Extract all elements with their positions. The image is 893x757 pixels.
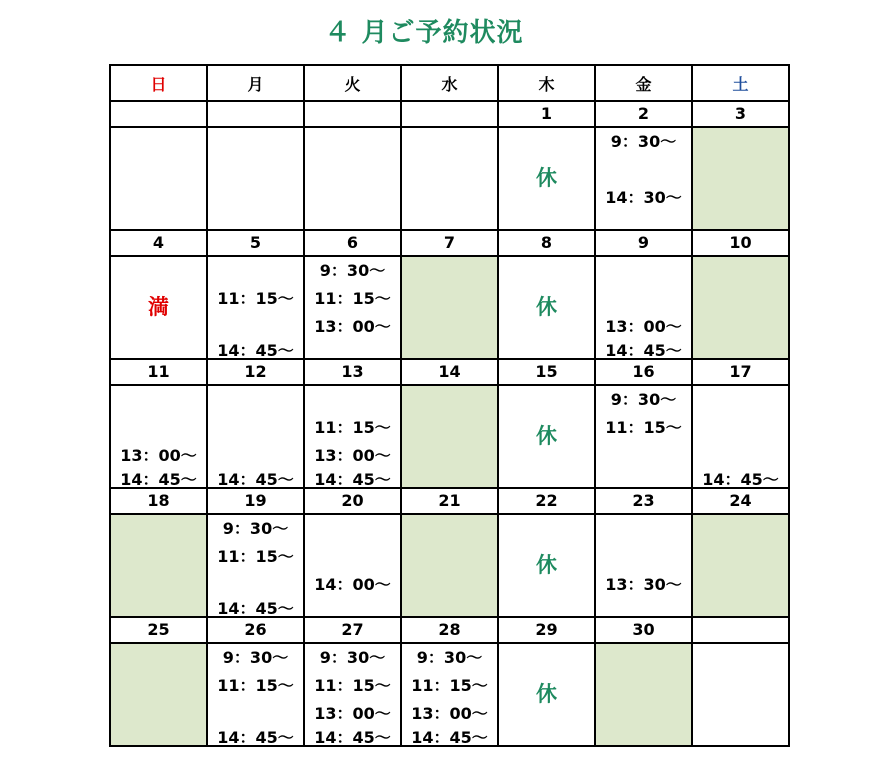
- date-number: 10: [692, 230, 789, 256]
- available-time-slot: 14：30～: [605, 188, 682, 207]
- available-time-slot: 9：30～: [610, 132, 677, 151]
- day-cell: [207, 256, 304, 359]
- day-cell: [498, 385, 595, 488]
- date-number: 14: [401, 359, 498, 385]
- date-number: 28: [401, 617, 498, 643]
- available-time-slot: 14：45～: [702, 470, 779, 489]
- day-cell-closed: [401, 256, 498, 359]
- week-row: [110, 643, 789, 746]
- date-number: 24: [692, 488, 789, 514]
- day-cell-closed: [692, 256, 789, 359]
- day-cell: [595, 127, 692, 230]
- date-number: 8: [498, 230, 595, 256]
- day-cell-closed: [692, 514, 789, 617]
- closed-day-mark: 休: [536, 295, 557, 319]
- date-number: 16: [595, 359, 692, 385]
- day-cell: [304, 256, 401, 359]
- day-cell: [498, 514, 595, 617]
- week-row: [110, 127, 789, 230]
- available-time-slot: 11：15～: [217, 676, 294, 695]
- day-cell: [498, 127, 595, 230]
- available-time-slot: 14：00～: [314, 575, 391, 594]
- date-number: 6: [304, 230, 401, 256]
- date-number: 27: [304, 617, 401, 643]
- weekday-header: 月: [207, 65, 304, 101]
- available-time-slot: 9：30～: [610, 390, 677, 409]
- available-time-slot: 13：00～: [314, 704, 391, 723]
- day-cell: [692, 643, 789, 746]
- fully-booked-mark: 満: [148, 295, 169, 319]
- available-time-slot: 9：30～: [222, 519, 289, 538]
- day-cell: [207, 643, 304, 746]
- date-row: [110, 359, 789, 385]
- date-row: [110, 617, 789, 643]
- weekday-header: 日: [110, 65, 207, 101]
- day-cell-closed: [401, 514, 498, 617]
- available-time-slot: 13：00～: [605, 317, 682, 336]
- page-title: ４ 月ご予約状況: [324, 18, 524, 48]
- day-cell: [304, 514, 401, 617]
- date-number: 22: [498, 488, 595, 514]
- available-time-slot: 14：45～: [314, 470, 391, 489]
- available-time-slot: 14：45～: [217, 470, 294, 489]
- date-number: [401, 101, 498, 127]
- day-cell: [401, 127, 498, 230]
- available-time-slot: 9：30～: [319, 648, 386, 667]
- date-number: 30: [595, 617, 692, 643]
- date-row: [110, 101, 789, 127]
- date-number: [304, 101, 401, 127]
- available-time-slot: 14：45～: [217, 728, 294, 747]
- available-time-slot: 14：45～: [120, 470, 197, 489]
- available-time-slot: 13：30～: [605, 575, 682, 594]
- available-time-slot: 11：15～: [314, 418, 391, 437]
- available-time-slot: 11：15～: [314, 676, 391, 695]
- reservation-calendar: [109, 64, 790, 747]
- day-cell: [110, 127, 207, 230]
- available-time-slot: 11：15～: [217, 547, 294, 566]
- day-cell: [595, 385, 692, 488]
- date-number: 9: [595, 230, 692, 256]
- day-cell: [595, 514, 692, 617]
- date-number: [207, 101, 304, 127]
- date-number: 20: [304, 488, 401, 514]
- date-number: 11: [110, 359, 207, 385]
- day-cell: [304, 385, 401, 488]
- available-time-slot: 11：15～: [411, 676, 488, 695]
- available-time-slot: 11：15～: [217, 289, 294, 308]
- date-number: 17: [692, 359, 789, 385]
- closed-day-mark: 休: [536, 553, 557, 577]
- day-cell: [498, 643, 595, 746]
- date-number: 2: [595, 101, 692, 127]
- day-cell: [207, 514, 304, 617]
- available-time-slot: 9：30～: [416, 648, 483, 667]
- closed-day-mark: 休: [536, 682, 557, 706]
- date-row: [110, 230, 789, 256]
- day-cell: [207, 127, 304, 230]
- day-cell: [692, 385, 789, 488]
- day-cell: [498, 256, 595, 359]
- week-row: [110, 256, 789, 359]
- available-time-slot: 14：45～: [217, 599, 294, 618]
- day-cell-closed: [401, 385, 498, 488]
- weekday-header: 金: [595, 65, 692, 101]
- date-number: 26: [207, 617, 304, 643]
- day-cell-closed: [595, 643, 692, 746]
- available-time-slot: 11：15～: [605, 418, 682, 437]
- date-number: [692, 617, 789, 643]
- date-number: 12: [207, 359, 304, 385]
- closed-day-mark: 休: [536, 166, 557, 190]
- available-time-slot: 14：45～: [605, 341, 682, 360]
- date-number: 5: [207, 230, 304, 256]
- available-time-slot: 13：00～: [411, 704, 488, 723]
- weekday-header: 木: [498, 65, 595, 101]
- available-time-slot: 9：30～: [319, 261, 386, 280]
- date-number: 15: [498, 359, 595, 385]
- day-cell: [595, 256, 692, 359]
- date-row: [110, 488, 789, 514]
- closed-day-mark: 休: [536, 424, 557, 448]
- available-time-slot: 11：15～: [314, 289, 391, 308]
- day-cell: [110, 256, 207, 359]
- date-number: 25: [110, 617, 207, 643]
- weekday-header: 火: [304, 65, 401, 101]
- date-number: 29: [498, 617, 595, 643]
- weekday-header-row: [110, 65, 789, 101]
- date-number: 21: [401, 488, 498, 514]
- date-number: 18: [110, 488, 207, 514]
- available-time-slot: 14：45～: [411, 728, 488, 747]
- date-number: 7: [401, 230, 498, 256]
- weekday-header: 土: [692, 65, 789, 101]
- date-number: 4: [110, 230, 207, 256]
- date-number: [110, 101, 207, 127]
- available-time-slot: 13：00～: [314, 317, 391, 336]
- date-number: 19: [207, 488, 304, 514]
- week-row: [110, 514, 789, 617]
- day-cell-closed: [692, 127, 789, 230]
- date-number: 23: [595, 488, 692, 514]
- week-row: [110, 385, 789, 488]
- available-time-slot: 9：30～: [222, 648, 289, 667]
- day-cell: [401, 643, 498, 746]
- day-cell: [304, 643, 401, 746]
- available-time-slot: 14：45～: [314, 728, 391, 747]
- date-number: 1: [498, 101, 595, 127]
- day-cell: [207, 385, 304, 488]
- weekday-header: 水: [401, 65, 498, 101]
- date-number: 13: [304, 359, 401, 385]
- available-time-slot: 13：00～: [314, 446, 391, 465]
- day-cell: [110, 385, 207, 488]
- date-number: 3: [692, 101, 789, 127]
- day-cell-closed: [110, 643, 207, 746]
- available-time-slot: 13：00～: [120, 446, 197, 465]
- available-time-slot: 14：45～: [217, 341, 294, 360]
- day-cell-closed: [110, 514, 207, 617]
- day-cell: [304, 127, 401, 230]
